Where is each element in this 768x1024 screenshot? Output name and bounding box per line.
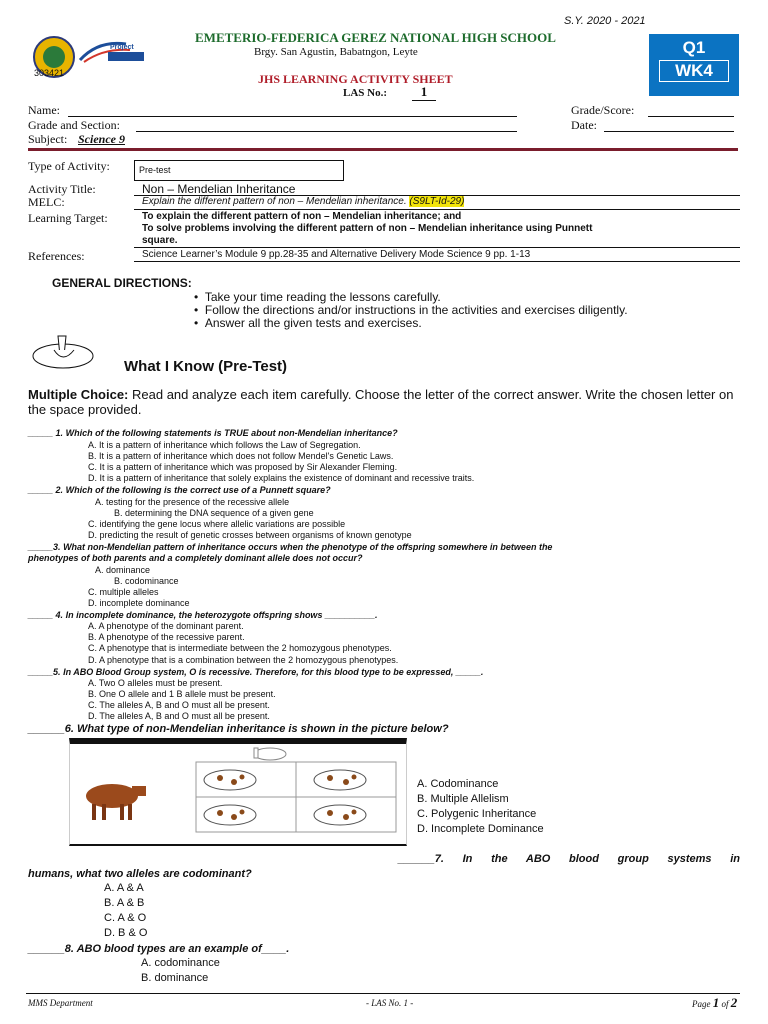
melc-label: MELC: [28,195,65,209]
question-5: _____5. In ABO Blood Group system, O is recessive. Therefore, for this blood type to be expressed, _____. [28,667,484,677]
question-4: _____ 4. In incomplete dominance, the heterozygote offspring shows __________. [28,610,378,620]
sheet-title: JHS LEARNING ACTIVITY SHEET [258,72,453,86]
choice: C. The alleles A, B and O must all be present. [88,700,270,710]
references-value: Science Learner’s Module 9 pp.28-35 and Alternative Delivery Mode Science 9 pp. 1-13 [142,249,531,260]
learning-target-line: To explain the different pattern of non – Mendelian inheritance; and [142,211,462,222]
row-rule [134,247,740,248]
question-3-cont: phenotypes of both parents and a completely dominant allele does not occur? [28,553,363,563]
choice: B. One O allele and 1 B allele must be present. [88,689,276,699]
writing-hand-icon [30,334,96,370]
pretest-heading: What I Know (Pre-Test) [124,358,288,375]
footer-rule [26,993,740,994]
row-rule [134,261,740,262]
choice: B. determining the DNA sequence of a given gene [114,508,314,518]
choice: D. It is a pattern of inheritance that solely explains the existence of dominant and recessive traits. [88,473,475,483]
choice: B. dominance [141,972,209,984]
grade-score-label: Grade/Score: [571,103,635,117]
learning-target-label: Learning Target: [28,211,108,225]
row-rule [134,209,740,210]
mc-text: Read and analyze each item carefully. Choose the letter of the correct answer. Write the chosen letter on the space provided. [28,387,734,417]
brown-cow-icon [86,784,146,820]
week-label: WK4 [659,60,729,82]
question-7: ______7. In the ABO blood group systems in [398,853,740,865]
choice: C. multiple alleles [88,587,159,597]
choice: A. dominance [95,565,151,575]
footer-page-number: Page 1 of 2 [692,995,738,1010]
choice: A. Codominance [417,778,499,790]
melc-code: (S9LT-Id-29) [409,196,465,207]
melc-row [142,196,464,207]
quarter-week-badge [649,34,739,96]
choice: D. incomplete dominance [88,598,190,608]
type-of-activity-box [134,160,344,181]
choice: A. A phenotype of the dominant parent. [88,621,244,631]
mc-instructions [28,387,740,417]
type-of-activity-label: Type of Activity: [28,159,110,173]
school-name: EMETERIO-FEDERICA GEREZ NATIONAL HIGH SCHOOL [195,30,556,45]
grade-section-field[interactable] [136,121,517,132]
choice: D. predicting the result of genetic crosses between organisms of known genotype [88,530,412,540]
question-3: _____3. What non-Mendelian pattern of inheritance occurs when the phenotype of the offspring somewhere in between the [28,542,553,552]
question-1: _____ 1. Which of the following statements is TRUE about non-Mendelian inheritance? [28,428,398,438]
direction-item: • Answer all the given tests and exercises. [194,316,422,330]
subject-label: Subject: [28,132,68,146]
las-no-value: 1 [412,84,436,101]
cattle-punnett-picture [69,738,407,846]
question-7-cont: humans, what two alleles are codominant? [28,868,252,880]
choice: A. codominance [141,957,220,969]
las-no-label: LAS No.: [343,87,388,99]
choice: B. It is a pattern of inheritance which does not follow Mendel's Genetic Laws. [88,451,394,461]
type-of-activity-value: Pre-test [139,165,171,175]
footer-department: MMS Department [28,998,93,1008]
project-logo [78,38,148,64]
svg-text:Project: Project [110,44,134,51]
grade-score-field[interactable] [648,106,734,117]
subject-value: Science 9 [78,132,125,146]
choice: B. codominance [114,576,179,586]
activity-title-value: Non – Mendelian Inheritance [142,182,296,196]
activity-title-label: Activity Title: [28,182,96,196]
question-8: ______8. ABO blood types are an example of____. [28,943,290,955]
mc-label: Multiple Choice: [28,387,129,402]
direction-item: • Take your time reading the lessons carefully. [194,290,441,304]
date-label: Date: [571,118,597,132]
melc-value: Explain the different pattern of non – Mendelian inheritance. [142,196,407,207]
school-code: 303421 [34,68,65,78]
learning-target-line: square. [142,235,178,246]
choice: B. Multiple Allelism [417,793,509,805]
choice: C. identifying the gene locus where allelic variations are possible [88,519,346,529]
learning-target-line: To solve problems involving the different pattern of non – Mendelian inheritance using Punnett [142,223,593,234]
direction-item: • Follow the directions and/or instructions in the activities and exercises diligently. [194,303,628,317]
choice: A. It is a pattern of inheritance which follows the Law of Segregation. [88,440,361,450]
references-label: References: [28,249,85,263]
quarter-label: Q1 [682,38,706,57]
grade-section-label: Grade and Section: [28,118,120,132]
date-field[interactable] [604,121,734,132]
choice: C. A phenotype that is intermediate between the 2 homozygous phenotypes. [88,643,392,653]
choice: C. It is a pattern of inheritance which was proposed by Sir Alexander Fleming. [88,462,398,472]
choice: D. A phenotype that is a combination between the 2 homozygous phenotypes. [88,655,399,665]
name-field[interactable] [68,106,517,117]
choice: D. Incomplete Dominance [417,823,544,835]
learning-target-value [142,211,742,247]
question-2: _____ 2. Which of the following is the correct use of a Punnett square? [28,485,331,495]
choice: D. The alleles A, B and O must all be present. [88,711,270,721]
question-6: ______6. What type of non-Mendelian inheritance is shown in the picture below? [28,723,449,735]
general-directions-heading: GENERAL DIRECTIONS: [52,276,192,290]
choice: D. B & O [104,927,148,939]
choice: C. A & O [104,912,147,924]
name-label: Name: [28,103,60,117]
choice: B. A & B [104,897,145,909]
choice: A. Two O alleles must be present. [88,678,223,688]
school-year: S.Y. 2020 - 2021 [564,15,646,27]
choice: A. A & A [104,882,144,894]
footer-las-no: - LAS No. 1 - [366,998,414,1008]
school-address: Brgy. San Agustin, Babatngon, Leyte [254,46,418,58]
header-divider [28,148,738,151]
choice: A. testing for the presence of the recessive allele [95,497,290,507]
choice: B. A phenotype of the recessive parent. [88,632,245,642]
choice: C. Polygenic Inheritance [417,808,537,820]
